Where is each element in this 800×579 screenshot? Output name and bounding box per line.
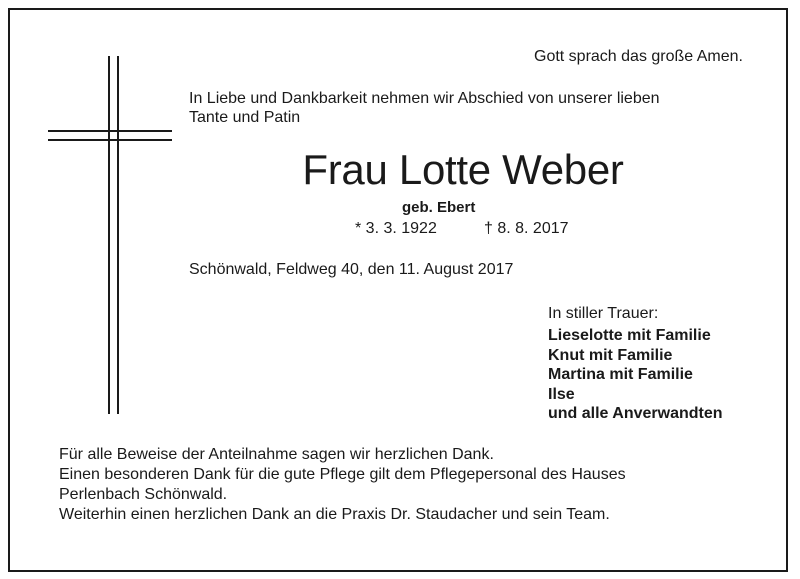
cross-icon [48,56,172,414]
thanks-line: Perlenbach Schönwald. [59,486,228,503]
mourner-item: Martina mit Familie [548,366,693,383]
deceased-name: Frau Lotte Weber [302,146,624,193]
intro-text [189,89,660,127]
birth-date: * 3. 3. 1922 [355,220,437,237]
intro-line: In Liebe und Dankbarkeit nehmen wir Abschied von unserer lieben [189,90,660,107]
thanks-line: Einen besonderen Dank für die gute Pflege gilt dem Pflegepersonal des Hauses [59,466,626,483]
thanks-line: Weiterhin einen herzlichen Dank an die Praxis Dr. Staudacher und sein Team. [59,506,610,523]
place-date: Schönwald, Feldweg 40, den 11. August 2017 [189,261,514,278]
mourner-item: Ilse [548,385,575,403]
thanks-text [59,445,626,525]
death-date: † 8. 8. 2017 [484,220,569,237]
mourners-list [548,326,723,424]
motto: Gott sprach das große Amen. [534,48,743,65]
mourners-heading: In stiller Trauer: [548,305,659,322]
mourner-item: und alle Anverwandten [548,405,723,422]
mourner-item: Knut mit Familie [548,346,673,364]
intro-line: Tante und Patin [189,109,301,126]
mourner-item: Lieselotte mit Familie [548,327,711,344]
maiden-name: geb. Ebert [402,199,476,216]
thanks-line: Für alle Beweise der Anteilnahme sagen wir herzlichen Dank. [59,446,494,463]
